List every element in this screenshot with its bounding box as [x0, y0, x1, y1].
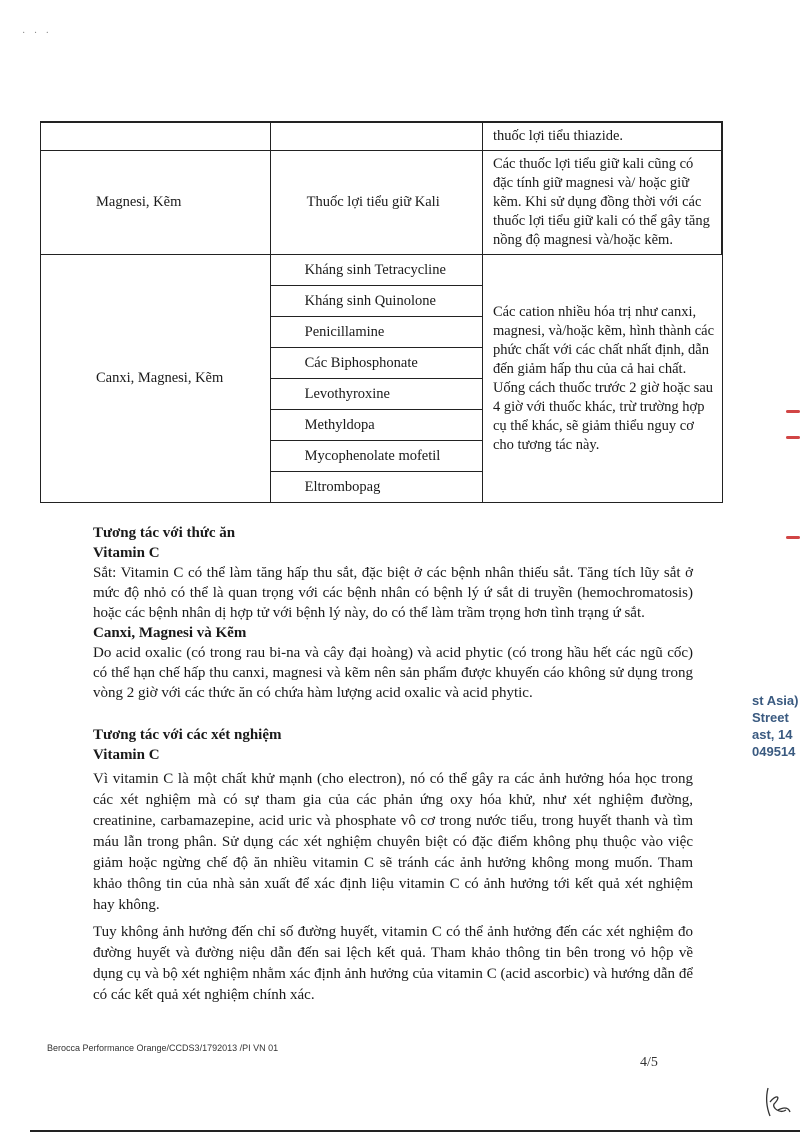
drug-cell: Eltrombopag	[270, 472, 482, 503]
table-cell: Thuốc lợi tiểu giữ Kali	[270, 151, 482, 255]
scan-marks: · · ·	[22, 28, 52, 39]
drug-cell: Mycophenolate mofetil	[270, 441, 482, 472]
drug-cell: Penicillamine	[270, 317, 482, 348]
red-stamp-mark	[786, 436, 800, 439]
table-row	[41, 255, 723, 286]
drug-cell: Methyldopa	[270, 410, 482, 441]
edge-stamp-text: st Asia) Street ast, 14 049514	[752, 693, 799, 759]
table-cell: thuốc lợi tiểu thiazide.	[482, 122, 722, 151]
page-number: 4/5	[640, 1055, 658, 1070]
footer-reference: Berocca Performance Orange/CCDS3/1792013 /PI VN 01	[47, 1043, 279, 1053]
subheading: Vitamin C	[93, 747, 160, 763]
paragraph: Do acid oxalic (có trong rau bi-na và cây đại hoàng) và acid phytic (có trong hầu hết các ngũ cốc) có thể hạn chế hấp thu canxi, magnesi và kẽm nên sản phẩm được khuyến cáo không sử dụng trong vòng 2 giờ với các thức ăn có chứa hàm lượng acid oxalic và acid phytic.	[93, 645, 693, 701]
food-interactions-section	[93, 523, 693, 703]
table-row	[41, 151, 723, 255]
red-stamp-mark	[786, 410, 800, 413]
drug-cell: Kháng sinh Tetracycline	[270, 255, 482, 286]
drug-cell: Levothyroxine	[270, 379, 482, 410]
paragraph: Sắt: Vitamin C có thể làm tăng hấp thu sắt, đặc biệt ở các bệnh nhân thiếu sắt. Tăng tích lũy sắt ở mức độ nhỏ có thể là quan trọng với các bệnh nhân có bệnh lý ứ sắt di truyền (hemochromatosis) hoặc các bệnh nhân dị hợp tử với bệnh lý này, do có thể làm trầm trọng hơn tình trạng ứ sắt.	[93, 565, 693, 621]
signature-mark	[760, 1080, 794, 1120]
subheading: Vitamin C	[93, 545, 160, 561]
drug-cell: Kháng sinh Quinolone	[270, 286, 482, 317]
subheading: Canxi, Magnesi và Kẽm	[93, 625, 247, 641]
table-cell: Magnesi, Kẽm	[41, 151, 271, 255]
table-cell: Các thuốc lợi tiểu giữ kali cũng có đặc tính giữ magnesi và/ hoặc giữ kẽm. Khi sử dụng đồng thời với các thuốc lợi tiểu giữ kali có thể gây tăng nồng độ magnesi và/hoặc kẽm.	[482, 151, 722, 255]
interaction-table	[40, 121, 723, 503]
table-cell: Canxi, Magnesi, Kẽm	[41, 255, 271, 503]
table-cell: Các cation nhiều hóa trị như canxi, magnesi, và/hoặc kẽm, hình thành các phức chất với các chất nhất định, dẫn đến giảm hấp thu của cả hai chất. Uống cách thuốc trước 2 giờ hoặc sau 4 giờ với thuốc khác, trừ trường hợp cụ thể khác, sẽ giảm thiểu nguy cơ cho tương tác này.	[482, 255, 722, 503]
drug-cell: Các Biphosphonate	[270, 348, 482, 379]
section-heading: Tương tác với các xét nghiệm	[93, 727, 282, 743]
paragraph: Vì vitamin C là một chất khử mạnh (cho electron), nó có thể gây ra các ảnh hưởng hóa học trong các xét nghiệm mà có sự tham gia của các phản ứng oxy hóa khử, như xét nghiệm đường, creatinine, carbamazepine, acid uric và phosphate vô cơ trong nước tiểu, trong huyết thanh và tìm máu lẫn trong phân. Sử dụng các xét nghiệm chuyên biệt có đặc điểm không phụ thuộc vào việc giảm hoặc ngừng chế độ ăn nhiều vitamin C sẽ tránh các ảnh hưởng không mong muốn. Tham khảo thông tin của nhà sản xuất để xác định liệu vitamin C có ảnh hưởng tới kết quả xét nghiệm hay không.	[93, 771, 693, 913]
lab-interactions-section	[93, 725, 693, 1006]
page-bottom-rule	[30, 1130, 800, 1132]
table-row	[41, 122, 723, 151]
red-stamp-mark	[786, 536, 800, 539]
section-heading: Tương tác với thức ăn	[93, 525, 236, 541]
paragraph: Tuy không ảnh hưởng đến chỉ số đường huyết, vitamin C có thể ảnh hưởng đến các xét nghiệm đo đường huyết và đường niệu dẫn đến sai lệch kết quả. Tham khảo thông tin bên trong vỏ hộp về dụng cụ và bộ xét nghiệm nhằm xác định ảnh hưởng của vitamin C (acid ascorbic) và hướng dẫn để có các kết quả xét nghiệm chính xác.	[93, 924, 693, 1003]
